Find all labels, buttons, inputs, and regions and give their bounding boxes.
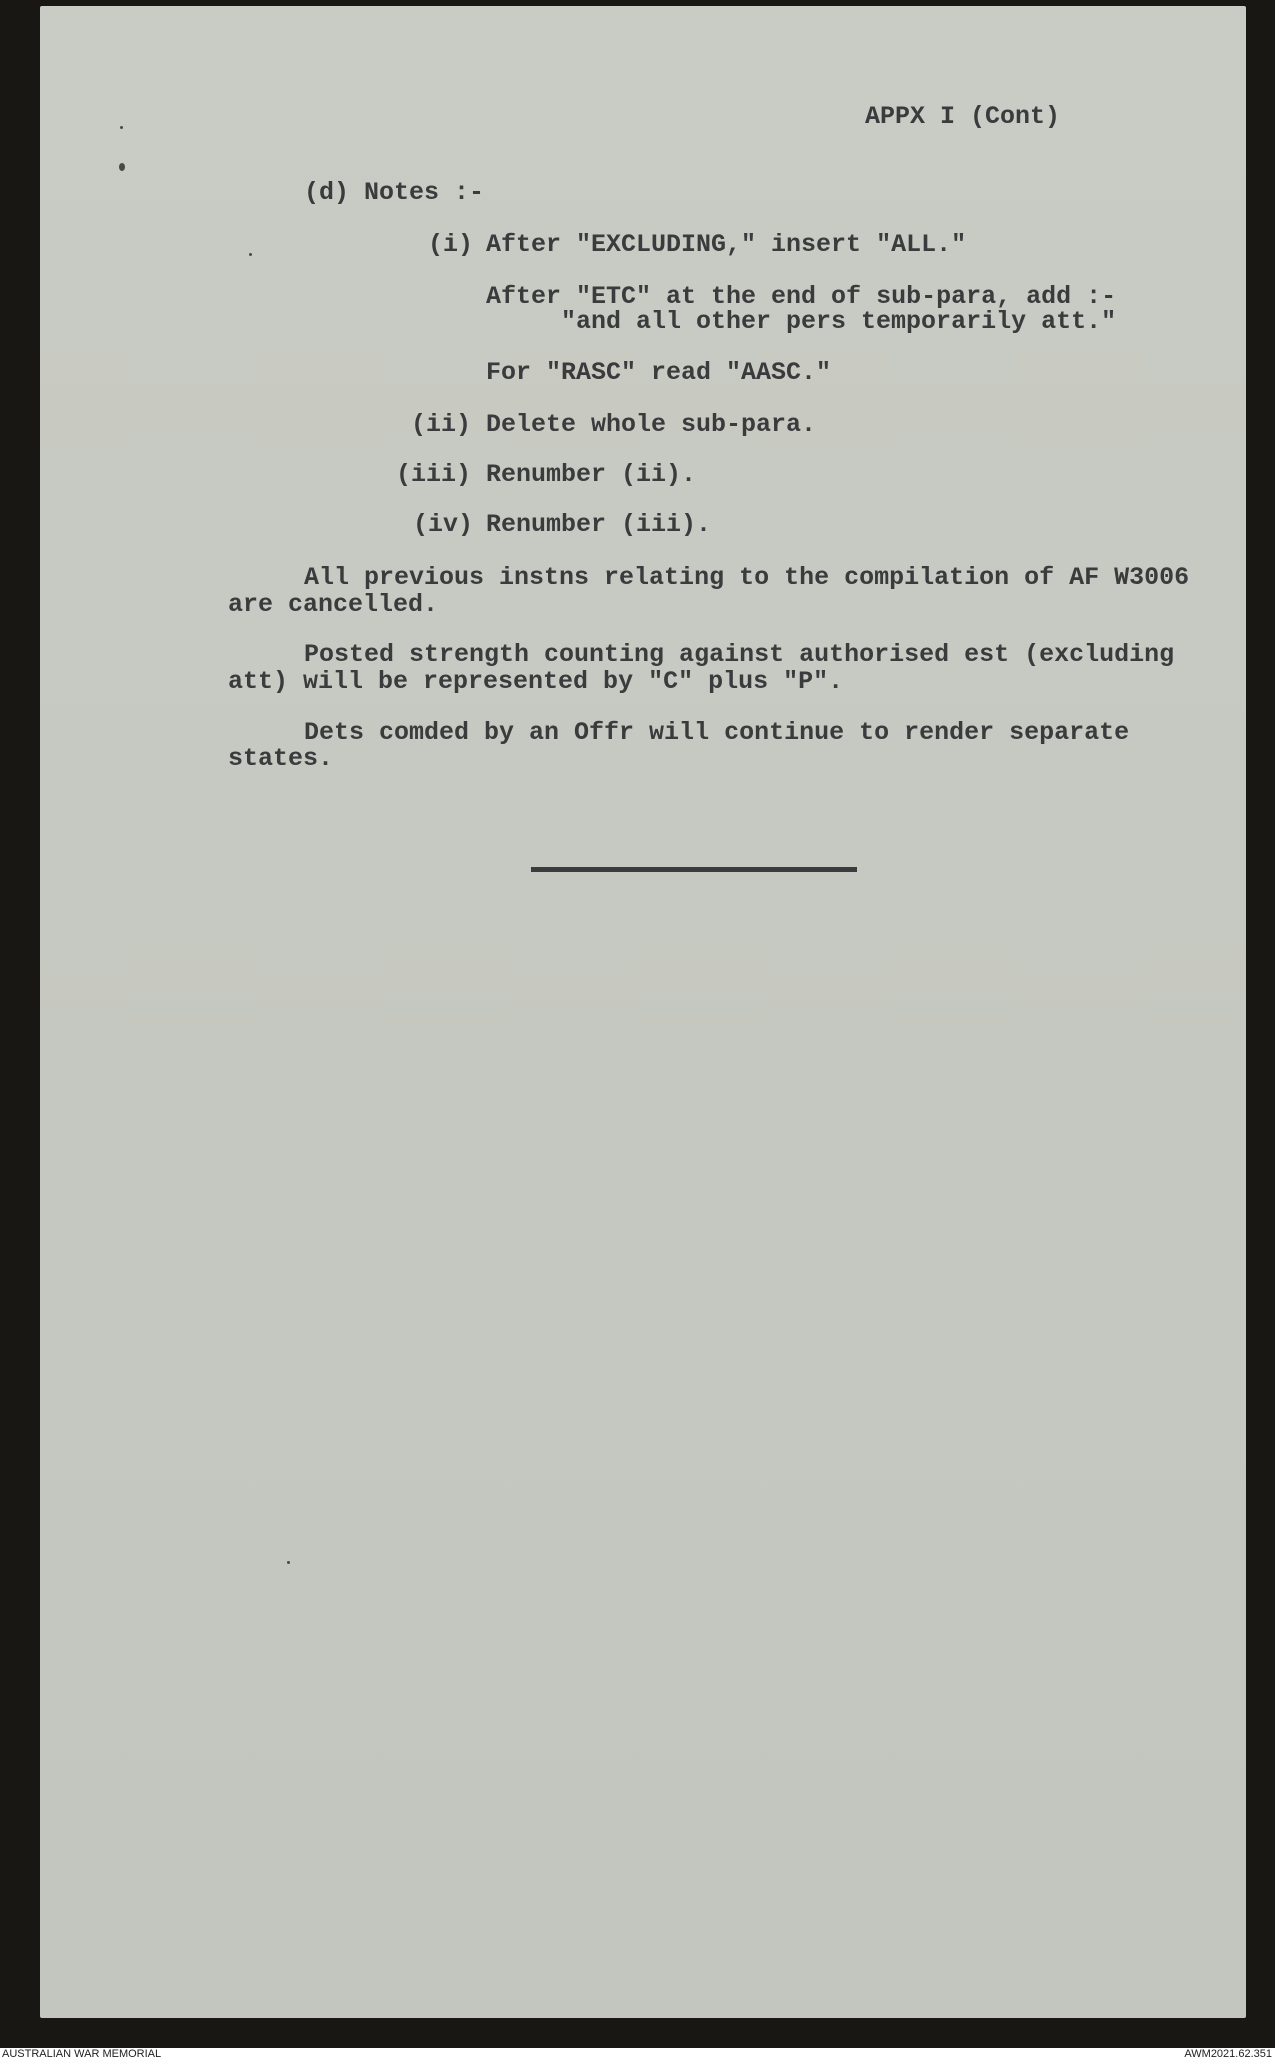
note-i-addition-quote: "and all other pers temporarily att." xyxy=(561,307,1117,336)
note-i-label: (i) xyxy=(428,230,474,259)
footer-right-reference: AWM2021.62.351 xyxy=(1184,2048,1272,2060)
note-iv-label: (iv) xyxy=(413,510,474,539)
note-i-text: After "EXCLUDING," insert "ALL." xyxy=(486,230,967,259)
paper-speck xyxy=(249,253,252,256)
paragraph-line: All previous instns relating to the compilation of AF W3006 xyxy=(304,563,1190,592)
note-iv-text: Renumber (iii). xyxy=(486,510,712,539)
footer-left-credit: AUSTRALIAN WAR MEMORIAL xyxy=(2,2048,162,2060)
paragraph-line: states. xyxy=(228,744,334,773)
paragraph-line: are cancelled. xyxy=(228,590,439,619)
note-ii-label: (ii) xyxy=(411,410,472,439)
appendix-header: APPX I (Cont) xyxy=(865,102,1061,131)
paper-speck xyxy=(120,126,123,129)
section-heading: (d) Notes :- xyxy=(304,178,485,207)
note-i-addition-line: After "ETC" at the end of sub-para, add :- xyxy=(486,282,1117,311)
closing-rule xyxy=(531,867,857,872)
paper-speck xyxy=(119,163,125,171)
note-ii-text: Delete whole sub-para. xyxy=(486,410,817,439)
paragraph-line: Posted strength counting against authorised est (excluding xyxy=(304,640,1175,669)
note-i-rasc-line: For "RASC" read "AASC." xyxy=(486,358,832,387)
paragraph-line: att) will be represented by "C" plus "P". xyxy=(228,667,844,696)
paragraph-line: Dets comded by an Offr will continue to render separate xyxy=(304,718,1130,747)
note-iii-text: Renumber (ii). xyxy=(486,460,697,489)
note-iii-label: (iii) xyxy=(396,460,472,489)
paper-speck xyxy=(287,1561,290,1564)
